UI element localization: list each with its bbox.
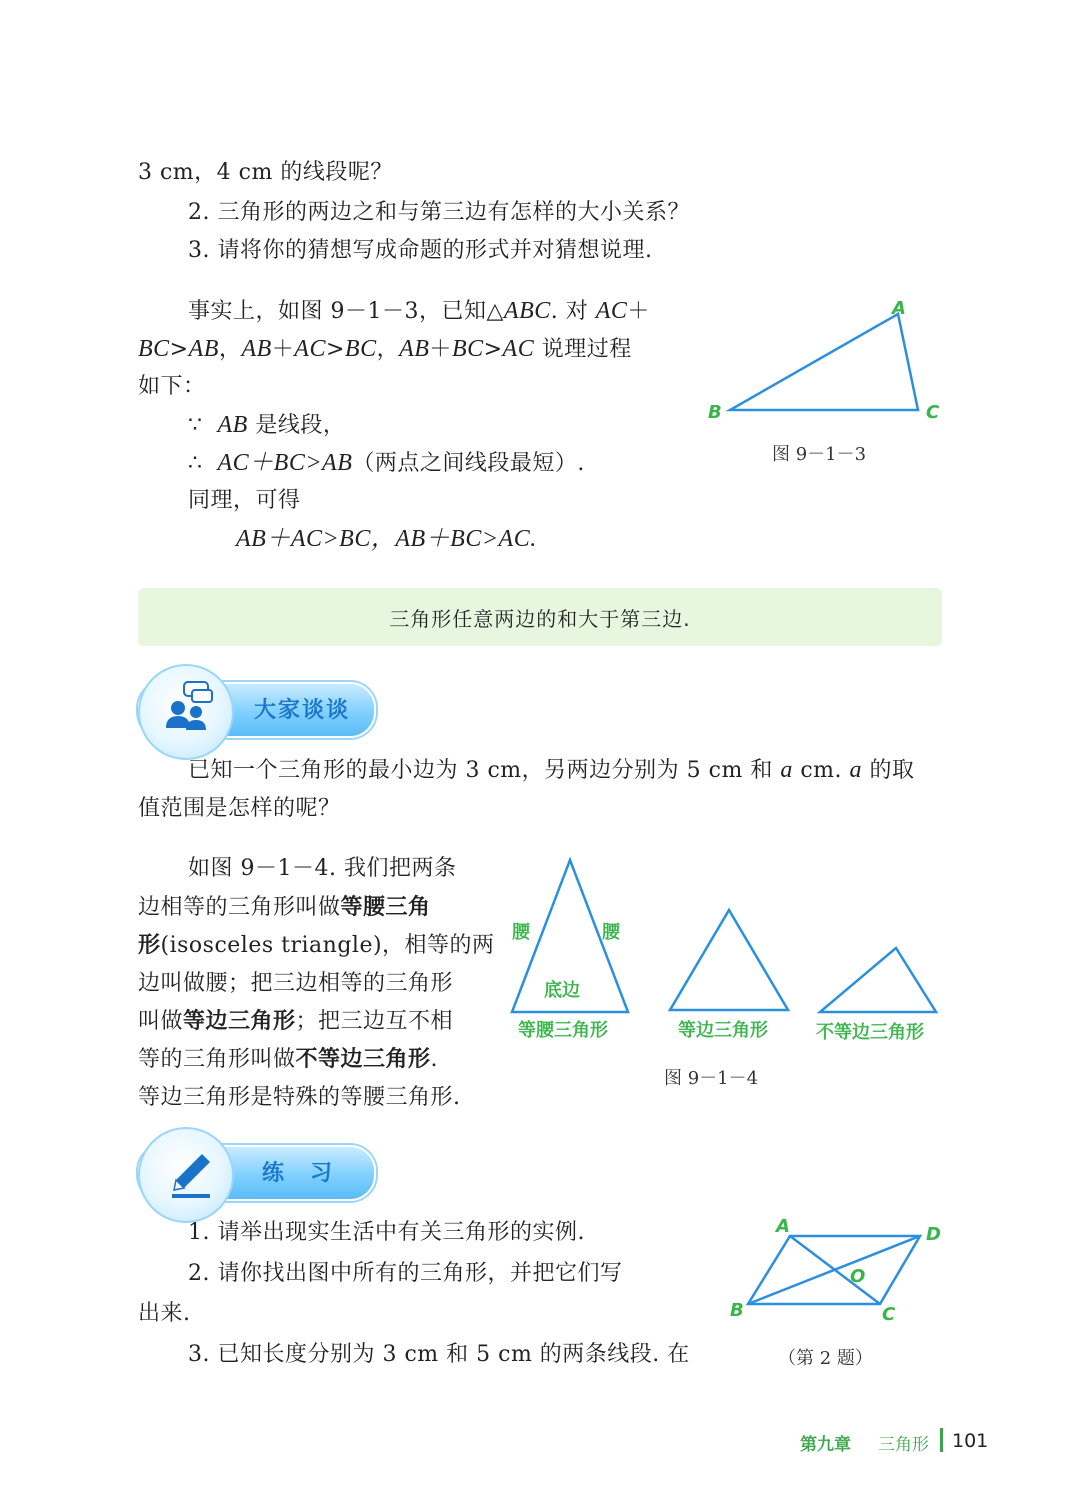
proof-text: 说理过程 [534,337,632,362]
proof-line-2 [138,334,632,365]
because-line [188,410,345,441]
exercise-2-cont: 出来. [138,1301,191,1326]
term-isosceles: 等腰三角 [340,895,431,920]
equilateral-triangle [670,910,788,1010]
math-abc: ABC [503,298,551,324]
iso-text: 等的三角形叫做 [138,1047,296,1072]
term-equilateral: 等边三角形 [183,1009,296,1034]
theorem-text: 三角形任意两边的和大于第三边. [389,606,691,631]
pencil-icon [162,1140,222,1200]
gt-sign: > [169,337,189,362]
figure-9-1-3 [700,290,960,430]
discuss-title: 大家谈谈 [254,698,351,723]
figure-9-1-4-caption: 图 9－1－4 [664,1068,759,1089]
vertex-label-c: C [926,402,940,423]
theorem-box [138,588,942,646]
math-bc: BC [138,336,170,362]
iso-line-6 [138,1045,438,1075]
math-ac: AC [502,336,535,362]
vertex-label-a: A [776,1216,790,1237]
math-ac: AC [294,336,326,362]
because-text: 是线段， [247,413,346,438]
proof-line-3: 如下： [138,374,206,399]
math-a: a [780,757,793,783]
comma: ， [218,337,242,362]
leg-label-right: 腰 [602,922,620,943]
iso-line-4: 边叫做腰；把三边相等的三角形 [138,971,454,996]
iso-line-2 [138,893,431,923]
footer-divider [940,1428,943,1452]
exercise-2: 2. 请你找出图中所有的三角形，并把它们写 [188,1261,623,1286]
therefore-text: （两点之间线段最短）. [352,451,585,476]
math-ab: AB [188,336,219,362]
discuss-line-1 [188,755,915,786]
iso-line-5 [138,1007,453,1037]
text-line-1: 3 cm，4 cm 的线段呢？ [138,160,393,185]
therefore-symbol: ∴ [188,451,203,476]
comma: ， [376,337,400,362]
vertex-label-d: D [926,1224,941,1245]
math-bc: BC [451,336,484,362]
leg-label-left: 腰 [512,922,530,943]
vertex-label-b: B [730,1300,744,1321]
figure-9-1-3-caption: 图 9－1－3 [772,444,867,465]
gt-sign: > [325,337,345,362]
exercise-2-caption: （第 2 题） [778,1348,873,1369]
proof-text: 事实上，如图 9－1－3，已知△ [188,299,504,324]
term-scalene: 不等边三角形 [295,1047,431,1072]
question-3: 3. 请将你的猜想写成命题的形式并对猜想说理. [188,238,653,263]
plus-sign: ＋ [429,337,452,362]
discuss-line-2: 值范围是怎样的呢？ [138,796,341,821]
iso-text: ；把三边互不相 [295,1009,454,1034]
base-label: 底边 [544,980,580,1001]
triangle-abc [730,314,918,410]
page-number: 101 [952,1430,989,1452]
math-inequality: AC＋BC>AB [217,450,353,476]
math-a: a [849,757,862,783]
therefore-line [188,448,585,479]
exercise-3: 3. 已知长度分别为 3 cm 和 5 cm 的两条线段. 在 [188,1342,690,1367]
center-label-o: O [850,1266,866,1287]
iso-text: (isosceles triangle)，相等的两 [160,933,495,958]
footer-title: 三角形 [878,1435,929,1455]
exercise-2-figure [724,1210,954,1330]
result-line [236,524,537,555]
iso-line-1: 如图 9－1－4. 我们把两条 [188,856,457,881]
iso-text: . [430,1047,439,1072]
question-2: 2. 三角形的两边之和与第三边有怎样的大小关系？ [188,200,690,225]
math-ab: AB [399,336,430,362]
gt-sign: > [483,337,503,362]
discuss-text: 的取 [862,758,915,783]
iso-line-7: 等边三角形是特殊的等腰三角形. [138,1085,461,1110]
proof-text: . 对 [550,299,596,324]
plus-sign: ＋ [627,299,650,324]
vertex-label-a: A [892,298,906,319]
proof-line-1 [188,296,650,327]
exercise-1: 1. 请举出现实生活中有关三角形的实例. [188,1220,585,1245]
because-symbol: ∵ [188,413,203,438]
math-bc: BC [344,336,377,362]
iso-line-3 [138,931,495,961]
term-isosceles-end: 形 [138,933,161,958]
equilateral-label: 等边三角形 [678,1020,768,1041]
math-ac: AC [595,298,628,324]
isosceles-label: 等腰三角形 [518,1020,608,1041]
iso-text: 边相等的三角形叫做 [138,895,341,920]
people-chat-icon [158,678,218,738]
likewise-line: 同理，可得 [188,488,301,513]
diagonal-bd [748,1236,920,1304]
vertex-label-c: C [882,1304,896,1325]
plus-sign: ＋ [271,337,295,362]
math-ab: AB [217,412,248,438]
footer-chapter: 第九章 [800,1435,851,1455]
figure-9-1-4 [500,850,950,1050]
math-ab: AB [241,336,272,362]
discuss-text: cm. [792,758,850,783]
practice-title: 练 习 [262,1161,335,1186]
scalene-label: 不等边三角形 [816,1022,924,1043]
math-result: AB＋AC>BC，AB＋BC>AC. [236,526,537,552]
iso-text: 叫做 [138,1009,184,1034]
scalene-triangle [820,948,936,1012]
vertex-label-b: B [708,402,722,423]
discuss-text: 已知一个三角形的最小边为 3 cm，另两边分别为 5 cm 和 [188,758,781,783]
